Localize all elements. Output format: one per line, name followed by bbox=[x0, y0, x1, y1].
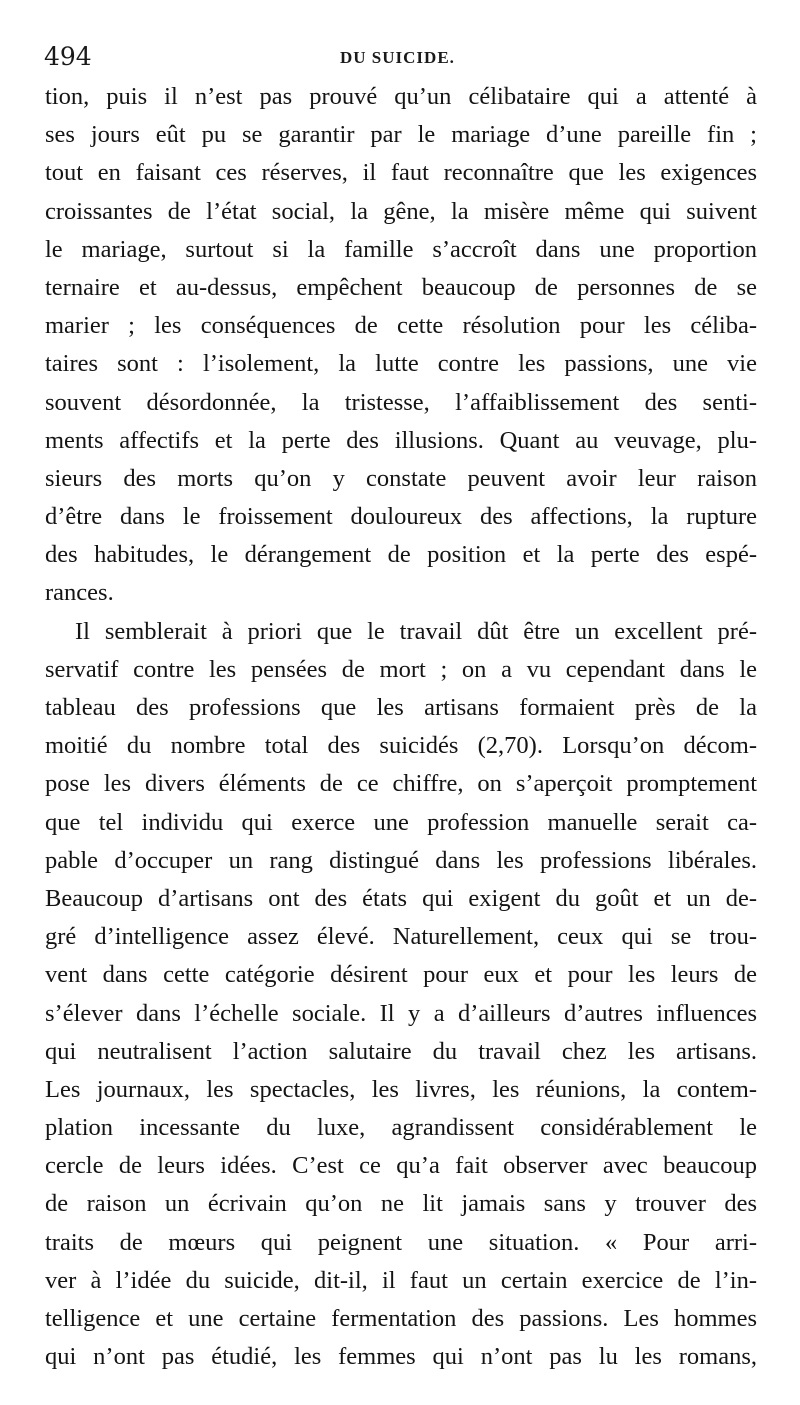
text-line: ver à l’idée du suicide, dit-il, il faut un certain exercice de l’in- bbox=[45, 1266, 757, 1294]
text-line: servatif contre les pensées de mort ; on a vu cependant dans le bbox=[45, 655, 757, 683]
text-line: ses jours eût pu se garantir par le mariage d’une pareille fin ; bbox=[45, 121, 757, 149]
text-line: Beaucoup d’artisans ont des états qui exigent du goût et un de- bbox=[45, 884, 757, 912]
text-line: tout en faisant ces réserves, il faut reconnaître que les exigences bbox=[45, 159, 757, 187]
text-line: traits de mœurs qui peignent une situation. « Pour arri- bbox=[45, 1228, 757, 1256]
text-line: croissantes de l’état social, la gêne, la misère même qui suivent bbox=[45, 197, 757, 225]
text-line: vent dans cette catégorie désirent pour eux et pour les leurs de bbox=[45, 961, 757, 989]
body-text bbox=[45, 78, 757, 1376]
text-line: ternaire et au-dessus, empêchent beaucoup de personnes de se bbox=[45, 273, 757, 301]
text-line: souvent désordonnée, la tristesse, l’affaiblissement des senti- bbox=[45, 388, 757, 416]
text-line: rances. bbox=[45, 579, 114, 607]
text-line: qui neutralisent l’action salutaire du travail chez les artisans. bbox=[45, 1037, 757, 1065]
text-line: de raison un écrivain qu’on ne lit jamais sans y trouver des bbox=[45, 1190, 757, 1218]
text-line: d’être dans le froissement douloureux des affections, la rupture bbox=[45, 503, 757, 531]
text-line: marier ; les conséquences de cette résolution pour les céliba- bbox=[45, 312, 757, 340]
text-line: plation incessante du luxe, agrandissent considérablement le bbox=[45, 1114, 757, 1142]
text-line: que tel individu qui exerce une profession manuelle serait ca- bbox=[45, 808, 757, 836]
running-head: DU SUICIDE. bbox=[340, 48, 455, 67]
text-line: gré d’intelligence assez élevé. Naturellement, ceux qui se trou- bbox=[45, 923, 757, 951]
paragraph-first-line: Il semblerait à priori que le travail dût être un excellent pré- bbox=[75, 617, 757, 645]
text-line: tableau des professions que les artisans formaient près de la bbox=[45, 694, 757, 721]
text-line: pose les divers éléments de ce chiffre, on s’aperçoit promptement bbox=[45, 770, 757, 798]
text-line: qui n’ont pas étudié, les femmes qui n’ont pas lu les romans, bbox=[45, 1343, 757, 1371]
page-header bbox=[44, 40, 756, 80]
page-number: 494 bbox=[44, 42, 92, 71]
text-line: telligence et une certaine fermentation des passions. Les hommes bbox=[45, 1305, 757, 1332]
text-line: tion, puis il n’est pas prouvé qu’un célibataire qui a attenté à bbox=[45, 83, 757, 110]
text-line: pable d’occuper un rang distingué dans les professions libérales. bbox=[45, 846, 757, 874]
text-line: Les journaux, les spectacles, les livres, les réunions, la contem- bbox=[45, 1075, 757, 1103]
text-line: des habitudes, le dérangement de position et la perte des espé- bbox=[45, 541, 757, 569]
text-line: cercle de leurs idées. C’est ce qu’a fait observer avec beaucoup bbox=[45, 1152, 757, 1180]
text-line: moitié du nombre total des suicidés (2,70). Lorsqu’on décom- bbox=[45, 732, 757, 760]
text-line: s’élever dans l’échelle sociale. Il y a d’ailleurs d’autres influences bbox=[45, 999, 757, 1027]
text-line: ments affectifs et la perte des illusions. Quant au veuvage, plu- bbox=[45, 426, 757, 454]
text-line: le mariage, surtout si la famille s’accroît dans une proportion bbox=[45, 235, 757, 263]
text-line: sieurs des morts qu’on y constate peuvent avoir leur raison bbox=[45, 464, 757, 492]
text-line: taires sont : l’isolement, la lutte contre les passions, une vie bbox=[45, 350, 757, 378]
